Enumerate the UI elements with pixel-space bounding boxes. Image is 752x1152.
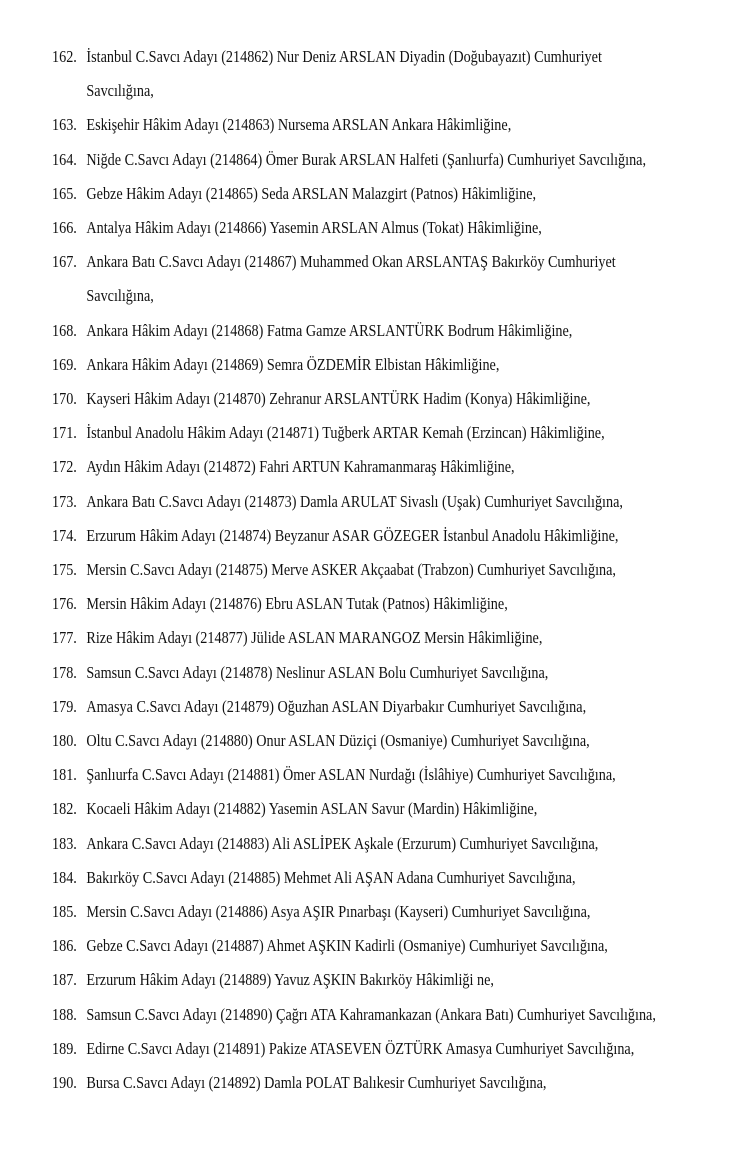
item-number: 167. bbox=[52, 252, 77, 272]
item-number: 175. bbox=[52, 560, 77, 580]
list-item bbox=[52, 450, 645, 484]
item-text: Gebze Hâkim Adayı (214865) Seda ARSLAN Malazgirt (Patnos) Hâkimliğine, bbox=[86, 183, 537, 203]
item-number: 165. bbox=[52, 183, 77, 203]
item-text-continuation: Savcılığına, bbox=[86, 81, 154, 101]
list-item bbox=[52, 895, 645, 929]
list-item bbox=[52, 929, 645, 963]
item-number: 168. bbox=[52, 320, 77, 340]
list-item bbox=[52, 861, 645, 895]
list-item bbox=[52, 690, 645, 724]
list-item bbox=[52, 211, 645, 245]
item-number: 170. bbox=[52, 389, 77, 409]
item-text: Rize Hâkim Adayı (214877) Jülide ASLAN MARANGOZ Mersin Hâkimliğine, bbox=[86, 628, 543, 648]
item-number: 172. bbox=[52, 457, 77, 477]
item-number: 185. bbox=[52, 902, 77, 922]
list-item bbox=[52, 1032, 645, 1066]
list-item bbox=[52, 827, 645, 861]
list-item bbox=[52, 963, 645, 997]
item-number: 171. bbox=[52, 423, 77, 443]
item-text: Niğde C.Savcı Adayı (214864) Ömer Burak ARSLAN Halfeti (Şanlıurfa) Cumhuriyet Savcılığına, bbox=[86, 149, 647, 169]
item-number: 174. bbox=[52, 525, 77, 545]
item-text: Ankara C.Savcı Adayı (214883) Ali ASLİPEK Aşkale (Erzurum) Cumhuriyet Savcılığına, bbox=[86, 833, 599, 853]
item-text: Ankara Hâkim Adayı (214868) Fatma Gamze ARSLANTÜRK Bodrum Hâkimliğine, bbox=[86, 320, 573, 340]
item-number: 162. bbox=[52, 47, 77, 66]
item-text: Ankara Batı C.Savcı Adayı (214873) Damla ARULAT Sivaslı (Uşak) Cumhuriyet Savcılığına, bbox=[86, 491, 623, 511]
item-number: 177. bbox=[52, 628, 77, 648]
item-text: Erzurum Hâkim Adayı (214874) Beyzanur ASAR GÖZEGER İstanbul Anadolu Hâkimliğine, bbox=[86, 525, 619, 545]
item-text: Eskişehir Hâkim Adayı (214863) Nursema ARSLAN Ankara Hâkimliğine, bbox=[86, 115, 512, 135]
item-number: 189. bbox=[52, 1038, 77, 1058]
item-number: 163. bbox=[52, 115, 77, 135]
item-number: 187. bbox=[52, 970, 77, 990]
item-number: 181. bbox=[52, 765, 77, 785]
list-item bbox=[52, 553, 645, 587]
list-item bbox=[52, 792, 645, 826]
list-item bbox=[52, 177, 645, 211]
list-item bbox=[52, 587, 645, 621]
item-text: Mersin Hâkim Adayı (214876) Ebru ASLAN Tutak (Patnos) Hâkimliğine, bbox=[86, 594, 508, 614]
list-item bbox=[52, 519, 645, 553]
list-item bbox=[52, 998, 656, 1032]
item-text: Mersin C.Savcı Adayı (214886) Asya AŞIR Pınarbaşı (Kayseri) Cumhuriyet Savcılığına, bbox=[86, 902, 591, 922]
list-item bbox=[52, 143, 645, 177]
list-item bbox=[52, 1066, 645, 1100]
item-text-continuation: Savcılığına, bbox=[86, 286, 154, 306]
item-text: İstanbul C.Savcı Adayı (214862) Nur Deniz ARSLAN Diyadin (Doğubayazıt) Cumhuriyet bbox=[86, 47, 602, 66]
list-item bbox=[52, 348, 645, 382]
item-text: Gebze C.Savcı Adayı (214887) Ahmet AŞKIN Kadirli (Osmaniye) Cumhuriyet Savcılığına, bbox=[86, 936, 608, 956]
item-number: 182. bbox=[52, 799, 77, 819]
list-item bbox=[52, 656, 645, 690]
item-number: 173. bbox=[52, 491, 77, 511]
item-number: 178. bbox=[52, 662, 77, 682]
item-text: Mersin C.Savcı Adayı (214875) Merve ASKER Akçaabat (Trabzon) Cumhuriyet Savcılığına, bbox=[86, 560, 616, 580]
list-item bbox=[52, 485, 645, 519]
item-text: Aydın Hâkim Adayı (214872) Fahri ARTUN Kahramanmaraş Hâkimliğine, bbox=[86, 457, 515, 477]
item-number: 176. bbox=[52, 594, 77, 614]
item-text: İstanbul Anadolu Hâkim Adayı (214871) Tuğberk ARTAR Kemah (Erzincan) Hâkimliğine, bbox=[86, 423, 605, 443]
list-item bbox=[52, 40, 645, 108]
item-number: 190. bbox=[52, 1073, 77, 1093]
item-text: Ankara Hâkim Adayı (214869) Semra ÖZDEMİR Elbistan Hâkimliğine, bbox=[86, 354, 500, 374]
list-item bbox=[52, 758, 645, 792]
item-number: 188. bbox=[52, 1004, 77, 1024]
item-number: 164. bbox=[52, 149, 77, 169]
item-text: Edirne C.Savcı Adayı (214891) Pakize ATASEVEN ÖZTÜRK Amasya Cumhuriyet Savcılığına, bbox=[86, 1038, 635, 1058]
item-text: Kocaeli Hâkim Adayı (214882) Yasemin ASLAN Savur (Mardin) Hâkimliğine, bbox=[86, 799, 538, 819]
appointment-list bbox=[52, 40, 742, 1100]
item-number: 186. bbox=[52, 936, 77, 956]
item-text: Kayseri Hâkim Adayı (214870) Zehranur ARSLANTÜRK Hadim (Konya) Hâkimliğine, bbox=[86, 389, 591, 409]
list-item bbox=[52, 416, 645, 450]
item-text: Şanlıurfa C.Savcı Adayı (214881) Ömer ASLAN Nurdağı (İslâhiye) Cumhuriyet Savcılığına, bbox=[86, 765, 616, 785]
item-text: Bursa C.Savcı Adayı (214892) Damla POLAT Balıkesir Cumhuriyet Savcılığına, bbox=[86, 1073, 547, 1093]
item-number: 184. bbox=[52, 867, 77, 887]
list-item bbox=[52, 245, 645, 313]
item-text: Bakırköy C.Savcı Adayı (214885) Mehmet Ali AŞAN Adana Cumhuriyet Savcılığına, bbox=[86, 867, 576, 887]
item-text: Ankara Batı C.Savcı Adayı (214867) Muhammed Okan ARSLANTAŞ Bakırköy Cumhuriyet bbox=[86, 252, 616, 272]
item-text: Samsun C.Savcı Adayı (214878) Neslinur ASLAN Bolu Cumhuriyet Savcılığına, bbox=[86, 662, 549, 682]
item-number: 179. bbox=[52, 696, 77, 716]
item-number: 180. bbox=[52, 731, 77, 751]
item-number: 169. bbox=[52, 354, 77, 374]
item-text: Erzurum Hâkim Adayı (214889) Yavuz AŞKIN Bakırköy Hâkimliği ne, bbox=[86, 970, 494, 990]
list-item bbox=[52, 108, 645, 142]
list-item bbox=[52, 382, 645, 416]
item-text: Amasya C.Savcı Adayı (214879) Oğuzhan ASLAN Diyarbakır Cumhuriyet Savcılığına, bbox=[86, 696, 587, 716]
list-item bbox=[52, 621, 645, 655]
list-item bbox=[52, 724, 645, 758]
item-text: Samsun C.Savcı Adayı (214890) Çağrı ATA Kahramankazan (Ankara Batı) Cumhuriyet Savcılığına, bbox=[86, 1004, 656, 1024]
item-number: 183. bbox=[52, 833, 77, 853]
list-item bbox=[52, 314, 645, 348]
item-number: 166. bbox=[52, 218, 77, 238]
item-text: Oltu C.Savcı Adayı (214880) Onur ASLAN Düziçi (Osmaniye) Cumhuriyet Savcılığına, bbox=[86, 731, 590, 751]
item-text: Antalya Hâkim Adayı (214866) Yasemin ARSLAN Almus (Tokat) Hâkimliğine, bbox=[86, 218, 542, 238]
